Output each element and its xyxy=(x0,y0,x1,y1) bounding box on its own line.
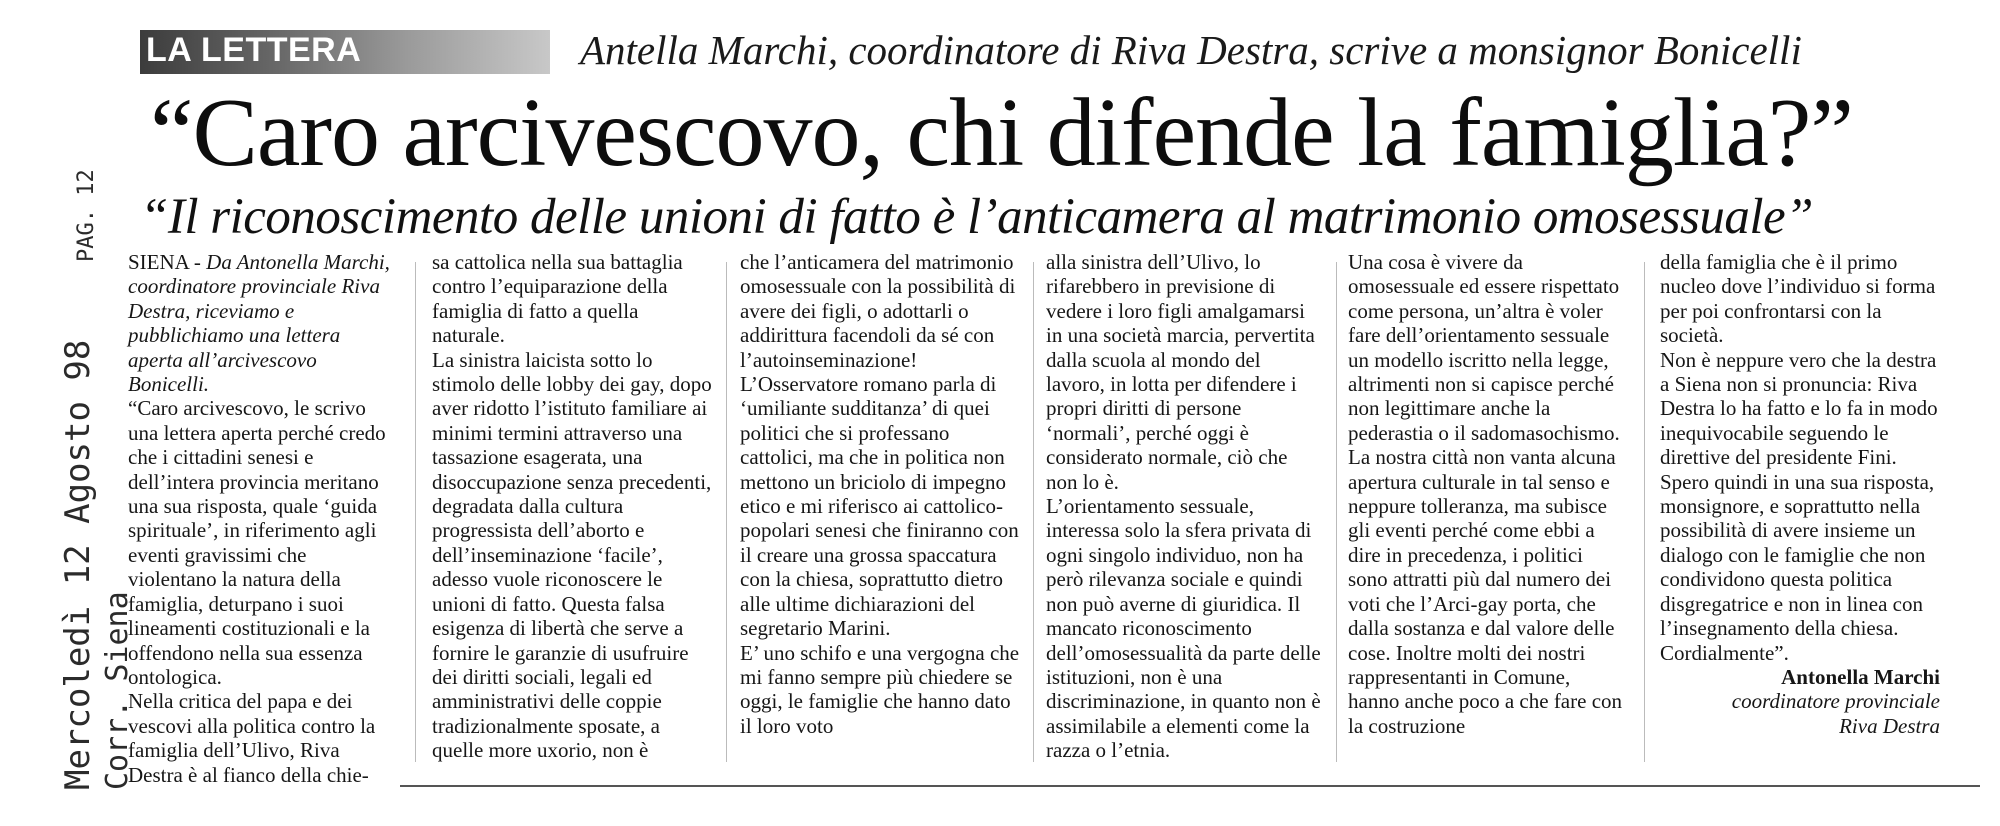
paragraph: L’Osservatore romano parla di ‘umiliante sudditanza’ di quei politici che si professano cattolici, ma che in politica non mettono un briciolo di impegno etico e mi riferisco ai cattolico-popolari senesi che finiranno con il creare una grossa spaccatura con la chiesa, soprattutto dietro alle ultime dichiarazioni del segretario Marini. xyxy=(740,372,1019,641)
paragraph: E’ uno schifo e una vergogna che mi fanno sempre più chiedere se oggi, le famiglie che hanno dato il loro voto xyxy=(740,640,1020,738)
paragraph: Una cosa è vivere da omosessuale ed essere rispettato come persona, un’altra è voler fare dell’orientamento sessuale un modello iscritto nella legge, altrimenti non si capisce perché non legittimare anche la pederastia o il sadomasochismo. xyxy=(1348,250,1620,445)
paragraph: sa cattolica nella sua battaglia contro l’equiparazione della famiglia di fatto a quella naturale. xyxy=(432,250,683,348)
paragraph: Cordialmente”. xyxy=(1660,640,1789,665)
headline: “Caro arcivescovo, chi difende la famiglia?” xyxy=(150,79,1853,187)
section-kicker xyxy=(140,30,550,74)
article-column-5 xyxy=(1348,250,1626,790)
paragraph: della famiglia che è il primo nucleo dove l’individuo si forma per poi confrontarsi con la società. xyxy=(1660,250,1936,348)
paragraph: “Caro arcivescovo, le scrivo una lettera aperta perché credo che i cittadini senesi e dell’intera provincia meritano una sua risposta, quale ‘guida spirituale’, in riferimento agli eventi gravissimi che violentano la natura della famiglia, deturpano i suoi lineamenti costituzionali e la offendono nella sua essenza ontologica. xyxy=(128,396,386,689)
handwritten-source: Corr. Siena xyxy=(100,591,135,790)
article-column-6 xyxy=(1660,250,1940,790)
intro-text: Da Antonella Marchi, coordinatore provinciale Riva Destra, riceviamo e pubblichiamo una lettera aperta all’arcivescovo Bonicelli. xyxy=(128,250,390,397)
article-column-3 xyxy=(740,250,1022,790)
article-column-2 xyxy=(432,250,712,790)
signature-name: Antonella Marchi xyxy=(1781,664,1940,689)
article-column-4 xyxy=(1046,250,1324,790)
article-body xyxy=(0,250,2000,810)
paragraph: alla sinistra dell’Ulivo, lo rifarebbero in previsione di vedere i loro figli amalgamarsi in una società marcia, pervertita dalla scuola al mondo del lavoro, in lotta per difendere i propri diritti di persone ‘normali’, perché oggi è considerato normale, ciò che non lo è. xyxy=(1046,250,1315,494)
subheadline: Antella Marchi, coordinatore di Riva Destra, scrive a monsignor Bonicelli xyxy=(580,27,1802,73)
handwritten-date: Mercoledì 12 Agosto 98 xyxy=(58,339,98,790)
paragraph: che l’anticamera del matrimonio omosessuale con la possibilità di avere dei figli, o adottarli o addirittura facendoli da sé con l’autoinseminazione! xyxy=(740,250,1016,372)
article-column-1 xyxy=(128,250,398,790)
bottom-rule xyxy=(400,785,1980,787)
article-intro xyxy=(128,250,398,396)
dateline: SIENA - xyxy=(128,250,201,274)
paragraph: La nostra città non vanta alcuna apertura culturale in tal senso e neppure tolleranza, ma subisce gli eventi perché come ebbi a dire in precedenza, i politici sono attratti più dal numero dei voti che l’Arci-gay porta, che dalla sostanza e dal valore delle cose. Inoltre molti dei nostri rappresentanti in Comune, hanno anche poco a che fare con la costruzione xyxy=(1348,445,1623,738)
deck-quote: “Il riconoscimento delle unioni di fatto è l’anticamera al matrimonio omosessuale” xyxy=(140,189,1814,245)
paragraph: L’orientamento sessuale, interessa solo la sfera privata di ogni singolo individuo, non ha però rilevanza sociale e quindi non può averne di giuridica. Il mancato riconoscimento dell’omosessualità da parte delle istituzioni, non è una discriminazione, in quanto non è assimilabile a elementi come la razza o l’etnia. xyxy=(1046,494,1321,763)
signature-role: coordinatore provinciale xyxy=(1731,689,1940,714)
handwritten-page: PAG. 12 xyxy=(74,169,99,262)
paragraph: La sinistra laicista sotto lo stimolo delle lobby dei gay, dopo aver ridotto l’istituto familiare ai minimi termini attraverso una tassazione esagerata, una disoccupazione senza precedenti, degradata dalla cultura progressista dell’aborto e dell’inseminazione ‘facile’, adesso vuole riconoscere le unioni di fatto. Questa falsa esigenza di libertà che serve a fornire le garanzie di usufruire dei diritti sociali, legali ed amministrativi delle coppie tradizionalmente sposate, a quelle more uxorio, non è xyxy=(432,347,712,763)
paragraph: Nella critica del papa e dei vescovi alla politica contro la famiglia dell’Ulivo, Riva Destra è al fianco della chie- xyxy=(128,689,376,787)
signature-role: Riva Destra xyxy=(1839,713,1940,738)
section-kicker-label: LA LETTERA xyxy=(146,31,362,69)
paragraph: Non è neppure vero che la destra a Siena non si pronuncia: Riva Destra lo ha fatto e lo fa in modo inequivocabile seguendo le direttive del presidente Fini. Spero quindi in una sua risposta, monsignore, e soprattutto nella possibilità di avere insieme un dialogo con le famiglie che non condividono questa politica disgregatrice e non in linea con l’insegnamento della chiesa. xyxy=(1660,347,1938,641)
